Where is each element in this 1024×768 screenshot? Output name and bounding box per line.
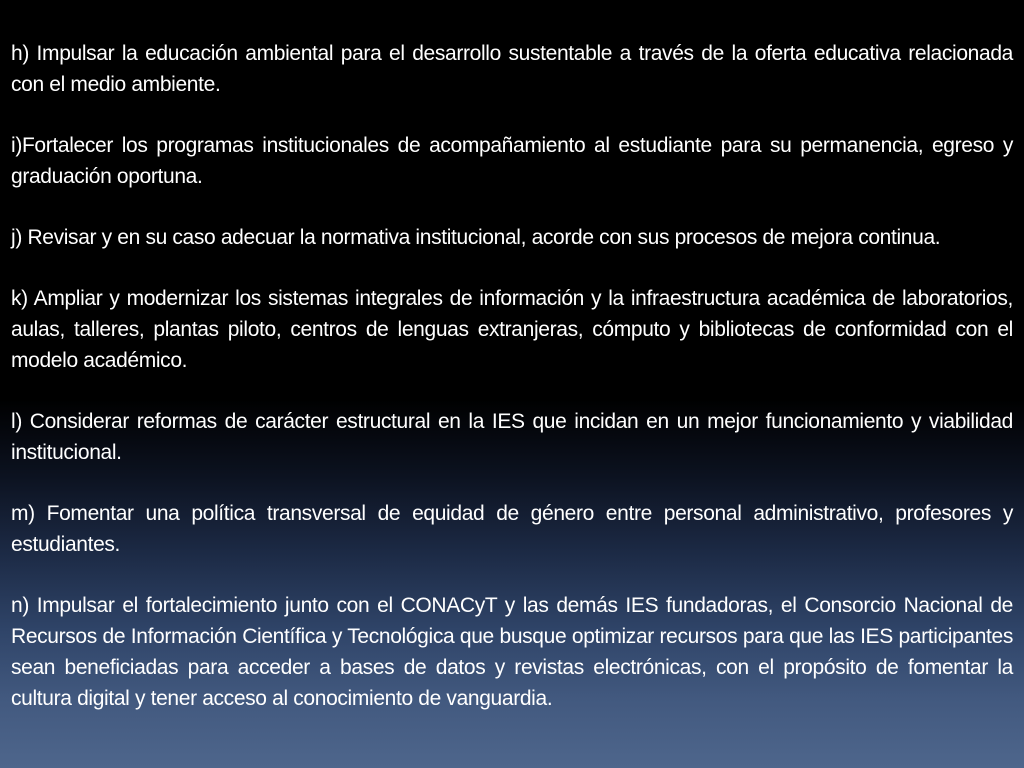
paragraph-m: m) Fomentar una política transversal de equidad de género entre personal administrativo, profesores y estudiantes.	[11, 502, 1013, 556]
paragraph-l: l) Considerar reformas de carácter estructural en la IES que incidan en un mejor funcionamiento y viabilidad institucional.	[11, 410, 1013, 464]
paragraph-j: j) Revisar y en su caso adecuar la normativa institucional, acorde con sus procesos de mejora continua.	[11, 226, 941, 249]
slide-body	[11, 38, 1013, 744]
paragraph-n: n) Impulsar el fortalecimiento junto con el CONACyT y las demás IES fundadoras, el Consorcio Nacional de Recursos de Información Científica y Tecnológica que busque optimizar recursos para que las IES participantes sean beneficiadas para acceder a bases de datos y revistas electrónicas, con el propósito de fomentar la cultura digital y tener acceso al conocimiento de vanguardia.	[11, 594, 1013, 710]
paragraph-i: i)Fortalecer los programas institucionales de acompañamiento al estudiante para su permanencia, egreso y graduación oportuna.	[11, 134, 1013, 188]
paragraph-k: k) Ampliar y modernizar los sistemas integrales de información y la infraestructura académica de laboratorios, aulas, talleres, plantas piloto, centros de lenguas extranjeras, cómputo y bibliotecas de conformidad con el modelo académico.	[11, 287, 1013, 372]
paragraph-h: h) Impulsar la educación ambiental para el desarrollo sustentable a través de la oferta educativa relacionada con el medio ambiente.	[11, 42, 1013, 96]
